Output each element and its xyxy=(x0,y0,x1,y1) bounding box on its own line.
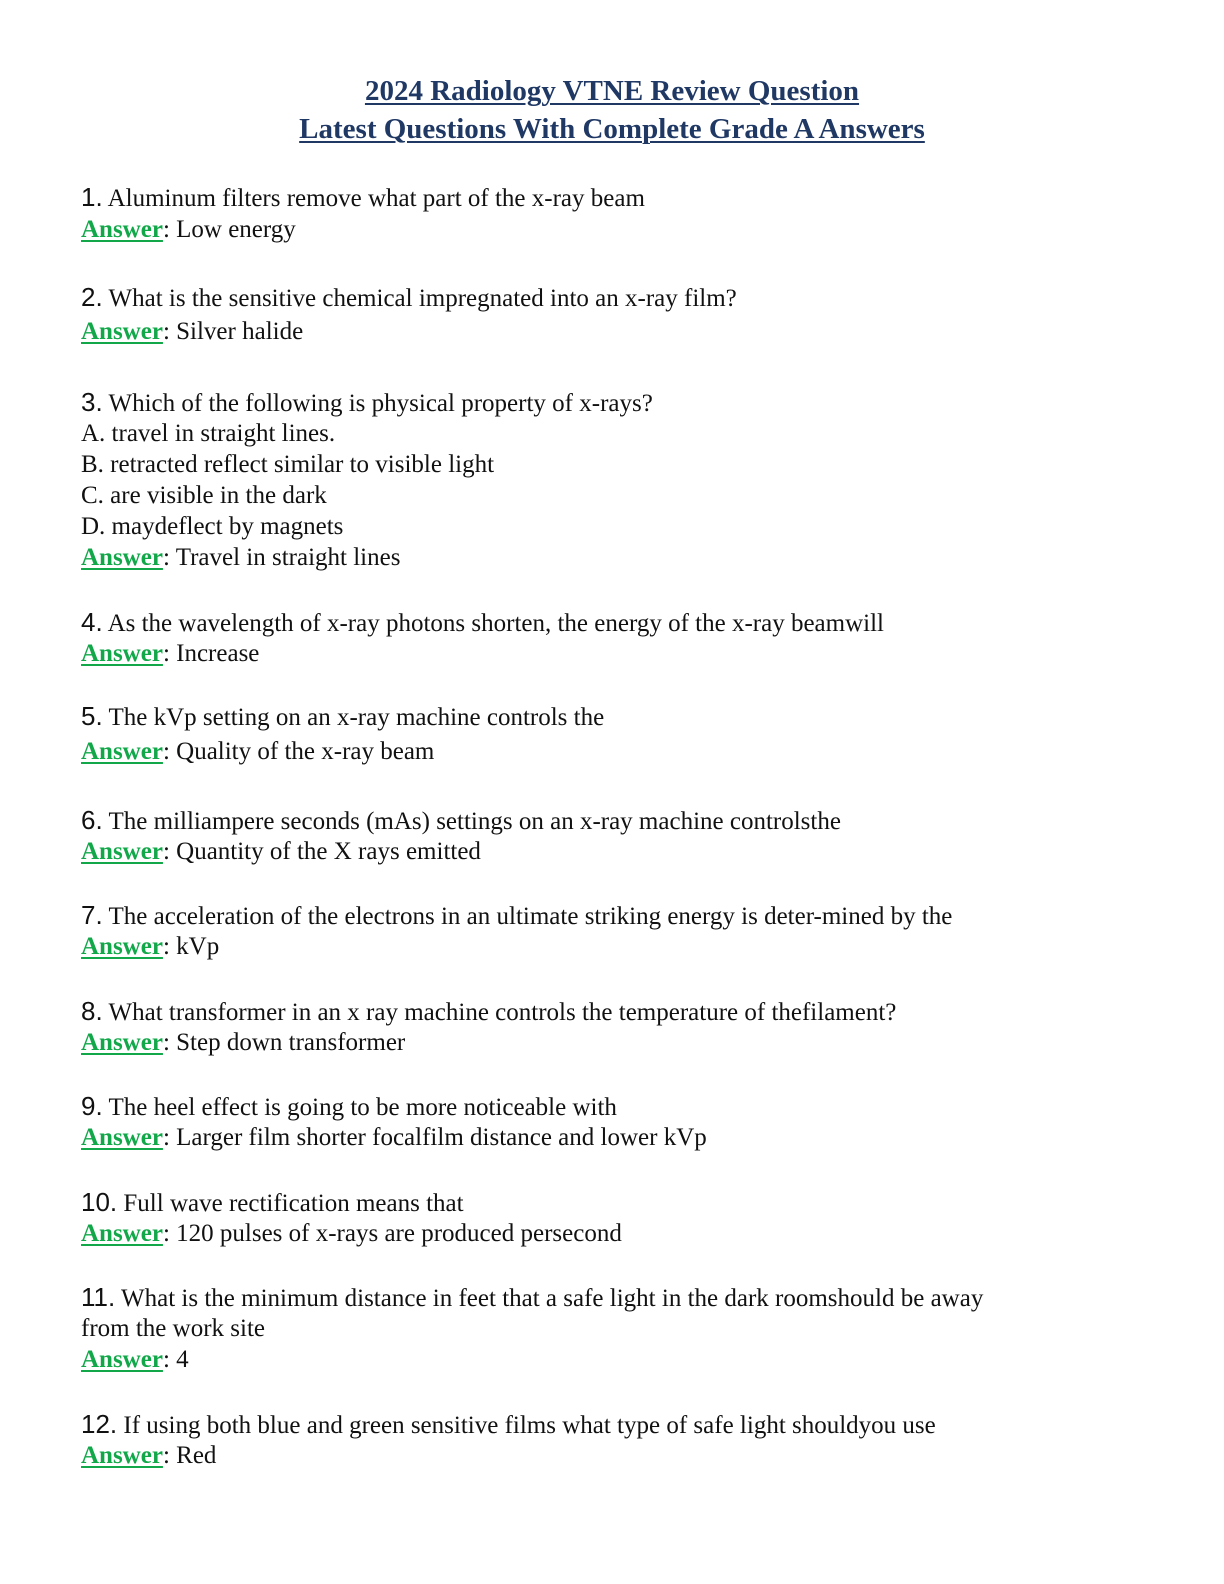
answer-text: Silver halide xyxy=(176,318,304,345)
answer-10: Answer: 120 pulses of x-rays are produced persecond xyxy=(81,1220,622,1247)
question-text: The milliampere seconds (mAs) settings on an x-ray machine controlsthe xyxy=(108,808,841,835)
question-7: 7. The acceleration of the electrons in an ultimate striking energy is deter-mined by the xyxy=(81,900,953,930)
question-2: 2. What is the sensitive chemical impregnated into an x-ray film? xyxy=(81,282,737,312)
answer-8: Answer: Step down transformer xyxy=(81,1029,406,1056)
question-5: 5. The kVp setting on an x-ray machine controls the xyxy=(81,701,605,731)
question-11-continued: from the work site xyxy=(81,1315,265,1342)
answer-4: Answer: Increase xyxy=(81,640,260,667)
question-8: 8. What transformer in an x ray machine controls the temperature of thefilament? xyxy=(81,996,897,1026)
question-text: Which of the following is physical property of x-rays? xyxy=(108,390,653,417)
answer-7: Answer: kVp xyxy=(81,933,220,960)
question-number: 5 xyxy=(81,701,96,731)
answer-11: Answer: 4 xyxy=(81,1346,189,1373)
question-number: 10 xyxy=(81,1187,110,1217)
answer-12: Answer: Red xyxy=(81,1442,217,1469)
question-number: 12 xyxy=(81,1409,110,1439)
document-title-line-2: Latest Questions With Complete Grade A Answers xyxy=(299,113,925,145)
answer-label: Answer xyxy=(81,216,163,243)
answer-3: Answer: Travel in straight lines xyxy=(81,544,401,571)
question-6: 6. The milliampere seconds (mAs) settings on an x-ray machine controlsthe xyxy=(81,805,841,835)
answer-label: Answer xyxy=(81,1346,163,1373)
answer-text: Step down transformer xyxy=(176,1029,406,1056)
answer-text: Red xyxy=(176,1442,217,1469)
answer-text: kVp xyxy=(176,933,220,960)
question-text: Aluminum filters remove what part of the x-ray beam xyxy=(107,185,645,212)
option-c: C. are visible in the dark xyxy=(81,482,327,509)
answer-label: Answer xyxy=(81,933,163,960)
question-number: 11 xyxy=(81,1282,108,1312)
question-number: 2 xyxy=(81,282,96,312)
answer-label: Answer xyxy=(81,318,163,345)
question-number: 8 xyxy=(81,996,96,1026)
question-12: 12. If using both blue and green sensitive films what type of safe light shouldyou use xyxy=(81,1409,936,1439)
question-number: 1 xyxy=(81,182,96,212)
question-text: The kVp setting on an x-ray machine controls the xyxy=(108,704,605,731)
answer-text: Increase xyxy=(176,640,260,667)
question-text: What is the sensitive chemical impregnated into an x-ray film? xyxy=(108,285,737,312)
question-11: 11. What is the minimum distance in feet that a safe light in the dark roomshould be away xyxy=(81,1282,984,1312)
question-text: Full wave rectification means that xyxy=(123,1190,464,1217)
answer-9: Answer: Larger film shorter focalfilm distance and lower kVp xyxy=(81,1124,707,1151)
option-a: A. travel in straight lines. xyxy=(81,420,336,447)
answer-label: Answer xyxy=(81,1220,163,1247)
question-text: The acceleration of the electrons in an ultimate striking energy is deter-mined by the xyxy=(108,903,953,930)
answer-label: Answer xyxy=(81,640,163,667)
document-title-line-1: 2024 Radiology VTNE Review Question xyxy=(364,75,860,107)
question-number: 7 xyxy=(81,900,96,930)
question-number: 4 xyxy=(81,607,96,637)
answer-text: Quality of the x-ray beam xyxy=(176,738,435,765)
question-text: What transformer in an x ray machine controls the temperature of thefilament? xyxy=(108,999,897,1026)
answer-6: Answer: Quantity of the X rays emitted xyxy=(81,838,481,865)
answer-text: Larger film shorter focalfilm distance and lower kVp xyxy=(176,1124,707,1151)
answer-text: 120 pulses of x-rays are produced persecond xyxy=(176,1220,622,1247)
question-number: 6 xyxy=(81,805,96,835)
answer-label: Answer xyxy=(81,1442,163,1469)
answer-1: Answer: Low energy xyxy=(81,216,296,243)
answer-text: Travel in straight lines xyxy=(175,544,401,571)
answer-label: Answer xyxy=(81,838,163,865)
question-9: 9. The heel effect is going to be more noticeable with xyxy=(81,1091,617,1121)
question-4: 4. As the wavelength of x-ray photons shorten, the energy of the x-ray beamwill xyxy=(81,607,884,637)
answer-label: Answer xyxy=(81,1029,163,1056)
question-number: 9 xyxy=(81,1091,96,1121)
answer-text: 4 xyxy=(176,1346,189,1373)
answer-5: Answer: Quality of the x-ray beam xyxy=(81,738,435,765)
option-d: D. maydeflect by magnets xyxy=(81,513,344,540)
question-text: The heel effect is going to be more noticeable with xyxy=(108,1094,617,1121)
option-b: B. retracted reflect similar to visible light xyxy=(81,451,495,478)
question-10: 10. Full wave rectification means that xyxy=(81,1187,464,1217)
question-text: What is the minimum distance in feet that a safe light in the dark roomshould be away xyxy=(121,1285,984,1312)
answer-2: Answer: Silver halide xyxy=(81,318,304,345)
question-number: 3 xyxy=(81,387,96,417)
question-text: If using both blue and green sensitive films what type of safe light shouldyou use xyxy=(123,1412,936,1439)
answer-text: Quantity of the X rays emitted xyxy=(176,838,481,865)
question-3: 3. Which of the following is physical property of x-rays? xyxy=(81,387,653,417)
answer-label: Answer xyxy=(81,738,163,765)
question-1: 1. Aluminum filters remove what part of the x-ray beam xyxy=(81,182,645,212)
answer-label: Answer xyxy=(81,1124,163,1151)
answer-text: Low energy xyxy=(176,216,296,243)
answer-label: Answer xyxy=(81,544,163,571)
question-text: As the wavelength of x-ray photons shorten, the energy of the x-ray beamwill xyxy=(107,610,884,637)
